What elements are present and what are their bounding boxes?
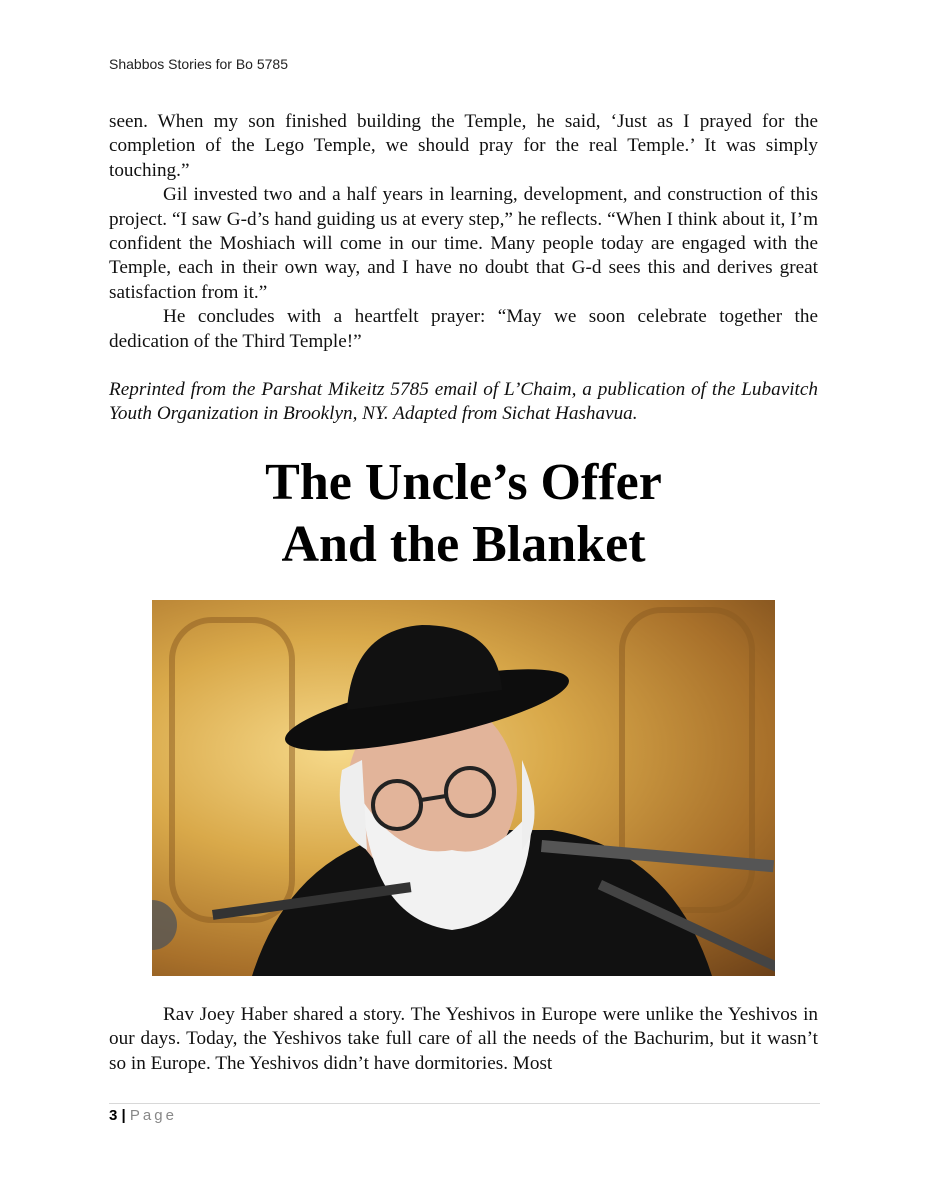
title-line-1: The Uncle’s Offer [265, 454, 662, 511]
title-line-2: And the Blanket [281, 516, 646, 573]
article-title [0, 452, 927, 576]
article-photo [152, 600, 775, 976]
paragraph: Gil invested two and a half years in learning, development, and construction of this project. “I saw G-d’s hand guiding us at every step,” he reflects. “When I think about it, I’m confident the Moshiach will come in our time. Many people today are engaged with the Temple, each in their own way, and I have no doubt that G-d sees this and derives great satisfaction from it.” [109, 184, 818, 303]
paragraph: He concludes with a heartfelt prayer: “May we soon celebrate together the dedication of the Third Temple!” [109, 306, 818, 352]
page-label: Page [129, 1107, 177, 1124]
footer-separator: | [121, 1107, 126, 1124]
page-footer [109, 1107, 177, 1124]
paragraph: seen. When my son finished building the Temple, he said, ‘Just as I prayed for the completion of the Lego Temple, we should pray for the real Temple.’ It was simply touching.” [109, 111, 818, 181]
source-note: Reprinted from the Parshat Mikeitz 5785 email of L’Chaim, a publication of the Lubavitch Youth Organization in Brooklyn, NY. Adapted from Sichat Hashavua. [109, 379, 818, 425]
rabbi-portrait-illustration [152, 600, 775, 976]
footer-divider [109, 1103, 820, 1104]
article-first-paragraph: Rav Joey Haber shared a story. The Yeshivos in Europe were unlike the Yeshivos in our days. Today, the Yeshivos take full care of all the needs of the Bachurim, but it wasn’t so in Europe. The Yeshivos didn’t have dormitories. Most [109, 1004, 818, 1074]
previous-article-text [109, 110, 818, 354]
page-number: 3 [109, 1107, 118, 1124]
running-header: Shabbos Stories for Bo 5785 [109, 56, 289, 72]
